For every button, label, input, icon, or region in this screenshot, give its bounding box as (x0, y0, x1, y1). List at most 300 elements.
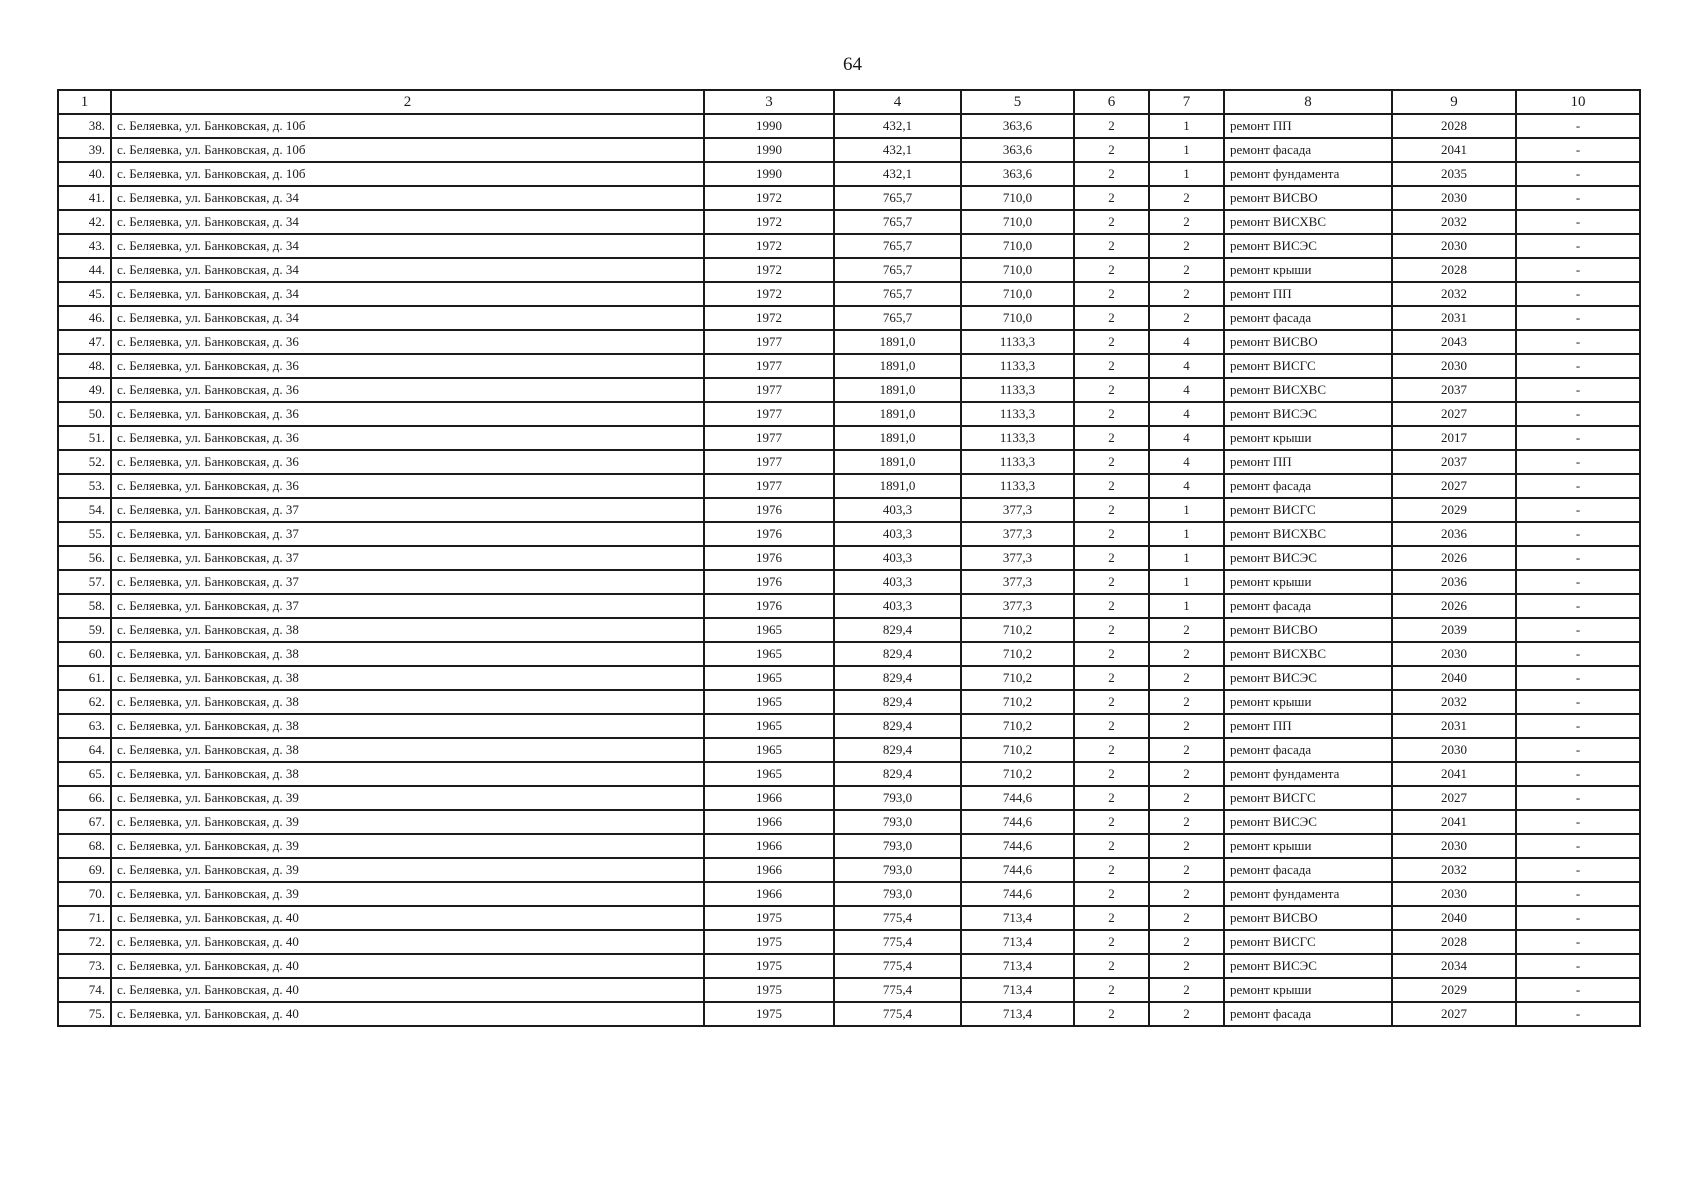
cell-construction-year: 1965 (704, 618, 834, 642)
cell-construction-year: 1977 (704, 354, 834, 378)
cell-address: с. Беляевка, ул. Банковская, д. 36 (111, 402, 704, 426)
cell-construction-year: 1977 (704, 330, 834, 354)
cell-floors: 2 (1074, 474, 1149, 498)
cell-planned-year: 2030 (1392, 354, 1516, 378)
cell-living-area: 744,6 (961, 882, 1074, 906)
cell-floors: 2 (1074, 762, 1149, 786)
cell-planned-year: 2030 (1392, 882, 1516, 906)
cell-floors: 2 (1074, 282, 1149, 306)
cell-construction-year: 1966 (704, 786, 834, 810)
cell-entrances: 2 (1149, 762, 1224, 786)
cell-entrances: 2 (1149, 714, 1224, 738)
cell-construction-year: 1977 (704, 450, 834, 474)
cell-living-area: 377,3 (961, 522, 1074, 546)
cell-row-number: 50. (58, 402, 111, 426)
cell-address: с. Беляевка, ул. Банковская, д. 40 (111, 954, 704, 978)
cell-work-type: ремонт ПП (1224, 450, 1392, 474)
cell-work-type: ремонт крыши (1224, 258, 1392, 282)
table-row (58, 330, 1640, 354)
cell-address: с. Беляевка, ул. Банковская, д. 34 (111, 258, 704, 282)
cell-address: с. Беляевка, ул. Банковская, д. 39 (111, 834, 704, 858)
cell-note: - (1516, 690, 1640, 714)
cell-total-area: 793,0 (834, 882, 961, 906)
cell-floors: 2 (1074, 354, 1149, 378)
cell-row-number: 48. (58, 354, 111, 378)
cell-planned-year: 2030 (1392, 642, 1516, 666)
cell-row-number: 62. (58, 690, 111, 714)
cell-living-area: 744,6 (961, 834, 1074, 858)
cell-entrances: 2 (1149, 882, 1224, 906)
cell-address: с. Беляевка, ул. Банковская, д. 38 (111, 666, 704, 690)
cell-entrances: 1 (1149, 594, 1224, 618)
cell-entrances: 2 (1149, 282, 1224, 306)
cell-construction-year: 1966 (704, 810, 834, 834)
cell-entrances: 1 (1149, 162, 1224, 186)
cell-construction-year: 1977 (704, 474, 834, 498)
cell-floors: 2 (1074, 402, 1149, 426)
cell-total-area: 432,1 (834, 114, 961, 138)
cell-entrances: 2 (1149, 978, 1224, 1002)
cell-address: с. Беляевка, ул. Банковская, д. 40 (111, 930, 704, 954)
cell-construction-year: 1972 (704, 234, 834, 258)
cell-entrances: 2 (1149, 930, 1224, 954)
cell-work-type: ремонт фундамента (1224, 762, 1392, 786)
table-row (58, 858, 1640, 882)
cell-address: с. Беляевка, ул. Банковская, д. 36 (111, 354, 704, 378)
cell-work-type: ремонт ВИСХВС (1224, 210, 1392, 234)
page-number: 64 (843, 54, 862, 75)
cell-living-area: 710,0 (961, 234, 1074, 258)
cell-note: - (1516, 138, 1640, 162)
cell-row-number: 47. (58, 330, 111, 354)
cell-total-area: 1891,0 (834, 474, 961, 498)
cell-construction-year: 1990 (704, 162, 834, 186)
cell-row-number: 59. (58, 618, 111, 642)
cell-construction-year: 1972 (704, 306, 834, 330)
cell-entrances: 2 (1149, 258, 1224, 282)
cell-note: - (1516, 306, 1640, 330)
cell-floors: 2 (1074, 210, 1149, 234)
cell-total-area: 775,4 (834, 1002, 961, 1026)
cell-living-area: 1133,3 (961, 330, 1074, 354)
cell-note: - (1516, 1002, 1640, 1026)
cell-address: с. Беляевка, ул. Банковская, д. 37 (111, 570, 704, 594)
cell-note: - (1516, 906, 1640, 930)
cell-living-area: 710,2 (961, 642, 1074, 666)
cell-planned-year: 2031 (1392, 306, 1516, 330)
cell-work-type: ремонт ПП (1224, 282, 1392, 306)
header-row (58, 90, 1640, 114)
table-row (58, 546, 1640, 570)
cell-entrances: 4 (1149, 402, 1224, 426)
cell-planned-year: 2035 (1392, 162, 1516, 186)
table-row (58, 306, 1640, 330)
table-row (58, 930, 1640, 954)
cell-work-type: ремонт ВИСВО (1224, 186, 1392, 210)
cell-address: с. Беляевка, ул. Банковская, д. 40 (111, 978, 704, 1002)
cell-address: с. Беляевка, ул. Банковская, д. 36 (111, 426, 704, 450)
cell-row-number: 65. (58, 762, 111, 786)
table-row (58, 378, 1640, 402)
cell-row-number: 64. (58, 738, 111, 762)
cell-floors: 2 (1074, 234, 1149, 258)
cell-address: с. Беляевка, ул. Банковская, д. 10б (111, 114, 704, 138)
cell-address: с. Беляевка, ул. Банковская, д. 39 (111, 882, 704, 906)
cell-row-number: 69. (58, 858, 111, 882)
cell-total-area: 403,3 (834, 594, 961, 618)
cell-entrances: 2 (1149, 618, 1224, 642)
table-row (58, 810, 1640, 834)
cell-floors: 2 (1074, 786, 1149, 810)
table-row (58, 834, 1640, 858)
cell-total-area: 1891,0 (834, 354, 961, 378)
cell-living-area: 710,2 (961, 618, 1074, 642)
cell-entrances: 1 (1149, 522, 1224, 546)
cell-living-area: 1133,3 (961, 378, 1074, 402)
cell-planned-year: 2040 (1392, 906, 1516, 930)
cell-entrances: 1 (1149, 138, 1224, 162)
cell-floors: 2 (1074, 162, 1149, 186)
cell-note: - (1516, 498, 1640, 522)
cell-total-area: 765,7 (834, 282, 961, 306)
column-header: 3 (704, 90, 834, 114)
cell-construction-year: 1990 (704, 138, 834, 162)
cell-planned-year: 2036 (1392, 522, 1516, 546)
cell-row-number: 45. (58, 282, 111, 306)
column-header: 9 (1392, 90, 1516, 114)
cell-work-type: ремонт фасада (1224, 1002, 1392, 1026)
cell-living-area: 377,3 (961, 570, 1074, 594)
cell-row-number: 55. (58, 522, 111, 546)
cell-floors: 2 (1074, 738, 1149, 762)
column-header: 8 (1224, 90, 1392, 114)
cell-address: с. Беляевка, ул. Банковская, д. 40 (111, 1002, 704, 1026)
column-header: 1 (58, 90, 111, 114)
cell-note: - (1516, 330, 1640, 354)
cell-construction-year: 1976 (704, 594, 834, 618)
cell-planned-year: 2032 (1392, 210, 1516, 234)
cell-row-number: 57. (58, 570, 111, 594)
cell-living-area: 744,6 (961, 786, 1074, 810)
cell-construction-year: 1965 (704, 714, 834, 738)
cell-address: с. Беляевка, ул. Банковская, д. 37 (111, 498, 704, 522)
cell-construction-year: 1976 (704, 522, 834, 546)
cell-construction-year: 1965 (704, 666, 834, 690)
cell-floors: 2 (1074, 978, 1149, 1002)
cell-address: с. Беляевка, ул. Банковская, д. 37 (111, 546, 704, 570)
cell-total-area: 432,1 (834, 162, 961, 186)
cell-entrances: 2 (1149, 954, 1224, 978)
cell-row-number: 41. (58, 186, 111, 210)
cell-note: - (1516, 162, 1640, 186)
cell-entrances: 2 (1149, 834, 1224, 858)
cell-row-number: 75. (58, 1002, 111, 1026)
cell-work-type: ремонт фундамента (1224, 162, 1392, 186)
cell-construction-year: 1975 (704, 1002, 834, 1026)
cell-row-number: 52. (58, 450, 111, 474)
cell-floors: 2 (1074, 618, 1149, 642)
cell-note: - (1516, 762, 1640, 786)
cell-address: с. Беляевка, ул. Банковская, д. 38 (111, 618, 704, 642)
cell-planned-year: 2027 (1392, 786, 1516, 810)
cell-entrances: 2 (1149, 666, 1224, 690)
cell-total-area: 829,4 (834, 762, 961, 786)
cell-work-type: ремонт фасада (1224, 306, 1392, 330)
table-row (58, 258, 1640, 282)
table-row (58, 138, 1640, 162)
cell-entrances: 1 (1149, 570, 1224, 594)
cell-total-area: 793,0 (834, 858, 961, 882)
cell-work-type: ремонт ВИСЭС (1224, 546, 1392, 570)
cell-note: - (1516, 258, 1640, 282)
cell-living-area: 713,4 (961, 954, 1074, 978)
cell-total-area: 775,4 (834, 930, 961, 954)
cell-note: - (1516, 114, 1640, 138)
cell-entrances: 2 (1149, 186, 1224, 210)
cell-work-type: ремонт крыши (1224, 978, 1392, 1002)
table-body (58, 114, 1640, 1026)
cell-entrances: 2 (1149, 858, 1224, 882)
cell-floors: 2 (1074, 594, 1149, 618)
cell-note: - (1516, 714, 1640, 738)
table-row (58, 210, 1640, 234)
cell-planned-year: 2041 (1392, 138, 1516, 162)
cell-address: с. Беляевка, ул. Банковская, д. 40 (111, 906, 704, 930)
cell-work-type: ремонт ВИСХВС (1224, 522, 1392, 546)
cell-row-number: 51. (58, 426, 111, 450)
cell-living-area: 710,0 (961, 186, 1074, 210)
cell-construction-year: 1977 (704, 402, 834, 426)
column-header: 4 (834, 90, 961, 114)
cell-construction-year: 1977 (704, 426, 834, 450)
cell-address: с. Беляевка, ул. Банковская, д. 36 (111, 378, 704, 402)
cell-planned-year: 2036 (1392, 570, 1516, 594)
cell-note: - (1516, 402, 1640, 426)
cell-work-type: ремонт ВИСХВС (1224, 642, 1392, 666)
cell-planned-year: 2030 (1392, 186, 1516, 210)
cell-construction-year: 1972 (704, 258, 834, 282)
cell-address: с. Беляевка, ул. Банковская, д. 38 (111, 690, 704, 714)
cell-note: - (1516, 882, 1640, 906)
table-row (58, 354, 1640, 378)
cell-construction-year: 1975 (704, 906, 834, 930)
cell-floors: 2 (1074, 258, 1149, 282)
cell-floors: 2 (1074, 114, 1149, 138)
table-row (58, 450, 1640, 474)
cell-living-area: 744,6 (961, 858, 1074, 882)
cell-living-area: 710,2 (961, 690, 1074, 714)
cell-row-number: 53. (58, 474, 111, 498)
cell-floors: 2 (1074, 378, 1149, 402)
table-row (58, 186, 1640, 210)
cell-living-area: 377,3 (961, 546, 1074, 570)
cell-entrances: 2 (1149, 306, 1224, 330)
cell-total-area: 793,0 (834, 834, 961, 858)
cell-planned-year: 2030 (1392, 738, 1516, 762)
cell-floors: 2 (1074, 546, 1149, 570)
cell-work-type: ремонт крыши (1224, 834, 1392, 858)
cell-living-area: 744,6 (961, 810, 1074, 834)
column-header: 5 (961, 90, 1074, 114)
cell-planned-year: 2027 (1392, 402, 1516, 426)
cell-address: с. Беляевка, ул. Банковская, д. 39 (111, 858, 704, 882)
cell-construction-year: 1990 (704, 114, 834, 138)
cell-living-area: 710,2 (961, 666, 1074, 690)
cell-floors: 2 (1074, 930, 1149, 954)
cell-planned-year: 2029 (1392, 978, 1516, 1002)
cell-total-area: 829,4 (834, 666, 961, 690)
cell-floors: 2 (1074, 834, 1149, 858)
cell-note: - (1516, 618, 1640, 642)
cell-living-area: 1133,3 (961, 426, 1074, 450)
cell-row-number: 46. (58, 306, 111, 330)
table-row (58, 402, 1640, 426)
cell-address: с. Беляевка, ул. Банковская, д. 39 (111, 810, 704, 834)
cell-planned-year: 2026 (1392, 594, 1516, 618)
cell-work-type: ремонт ПП (1224, 714, 1392, 738)
cell-address: с. Беляевка, ул. Банковская, д. 34 (111, 186, 704, 210)
cell-construction-year: 1965 (704, 738, 834, 762)
cell-living-area: 363,6 (961, 138, 1074, 162)
cell-work-type: ремонт ВИСГС (1224, 498, 1392, 522)
cell-note: - (1516, 786, 1640, 810)
cell-floors: 2 (1074, 714, 1149, 738)
table-row (58, 498, 1640, 522)
cell-planned-year: 2032 (1392, 858, 1516, 882)
cell-construction-year: 1975 (704, 978, 834, 1002)
cell-floors: 2 (1074, 306, 1149, 330)
cell-floors: 2 (1074, 138, 1149, 162)
cell-note: - (1516, 234, 1640, 258)
table-row (58, 882, 1640, 906)
cell-total-area: 1891,0 (834, 426, 961, 450)
cell-entrances: 2 (1149, 786, 1224, 810)
cell-construction-year: 1975 (704, 930, 834, 954)
cell-living-area: 363,6 (961, 114, 1074, 138)
cell-work-type: ремонт ВИСХВС (1224, 378, 1392, 402)
cell-entrances: 4 (1149, 378, 1224, 402)
cell-living-area: 1133,3 (961, 354, 1074, 378)
cell-total-area: 403,3 (834, 522, 961, 546)
cell-work-type: ремонт ВИСЭС (1224, 402, 1392, 426)
cell-floors: 2 (1074, 906, 1149, 930)
cell-total-area: 432,1 (834, 138, 961, 162)
cell-entrances: 2 (1149, 1002, 1224, 1026)
cell-entrances: 2 (1149, 690, 1224, 714)
cell-living-area: 377,3 (961, 498, 1074, 522)
cell-row-number: 58. (58, 594, 111, 618)
table-row (58, 570, 1640, 594)
cell-floors: 2 (1074, 690, 1149, 714)
cell-construction-year: 1976 (704, 570, 834, 594)
cell-floors: 2 (1074, 570, 1149, 594)
cell-work-type: ремонт крыши (1224, 426, 1392, 450)
cell-living-area: 1133,3 (961, 474, 1074, 498)
cell-living-area: 377,3 (961, 594, 1074, 618)
cell-row-number: 56. (58, 546, 111, 570)
cell-address: с. Беляевка, ул. Банковская, д. 38 (111, 642, 704, 666)
cell-note: - (1516, 738, 1640, 762)
cell-living-area: 710,0 (961, 306, 1074, 330)
cell-row-number: 44. (58, 258, 111, 282)
cell-total-area: 765,7 (834, 306, 961, 330)
cell-address: с. Беляевка, ул. Банковская, д. 39 (111, 786, 704, 810)
cell-planned-year: 2034 (1392, 954, 1516, 978)
cell-living-area: 710,0 (961, 258, 1074, 282)
cell-work-type: ремонт фасада (1224, 594, 1392, 618)
cell-floors: 2 (1074, 882, 1149, 906)
cell-work-type: ремонт фасада (1224, 738, 1392, 762)
cell-note: - (1516, 426, 1640, 450)
cell-planned-year: 2030 (1392, 234, 1516, 258)
cell-total-area: 403,3 (834, 570, 961, 594)
cell-work-type: ремонт ВИСГС (1224, 354, 1392, 378)
cell-address: с. Беляевка, ул. Банковская, д. 38 (111, 738, 704, 762)
cell-work-type: ремонт фасада (1224, 138, 1392, 162)
cell-construction-year: 1965 (704, 642, 834, 666)
cell-work-type: ремонт ВИСЭС (1224, 810, 1392, 834)
cell-address: с. Беляевка, ул. Банковская, д. 37 (111, 594, 704, 618)
cell-total-area: 829,4 (834, 714, 961, 738)
cell-entrances: 4 (1149, 450, 1224, 474)
cell-planned-year: 2028 (1392, 930, 1516, 954)
cell-total-area: 403,3 (834, 498, 961, 522)
cell-living-area: 1133,3 (961, 450, 1074, 474)
cell-living-area: 713,4 (961, 978, 1074, 1002)
cell-note: - (1516, 834, 1640, 858)
cell-address: с. Беляевка, ул. Банковская, д. 36 (111, 330, 704, 354)
cell-work-type: ремонт ВИСГС (1224, 786, 1392, 810)
cell-entrances: 4 (1149, 354, 1224, 378)
table-row (58, 618, 1640, 642)
table-row (58, 474, 1640, 498)
table-row (58, 738, 1640, 762)
cell-address: с. Беляевка, ул. Банковская, д. 37 (111, 522, 704, 546)
cell-planned-year: 2040 (1392, 666, 1516, 690)
column-header: 7 (1149, 90, 1224, 114)
cell-total-area: 1891,0 (834, 330, 961, 354)
cell-address: с. Беляевка, ул. Банковская, д. 34 (111, 234, 704, 258)
table-row (58, 762, 1640, 786)
cell-row-number: 39. (58, 138, 111, 162)
cell-floors: 2 (1074, 330, 1149, 354)
cell-planned-year: 2037 (1392, 378, 1516, 402)
cell-work-type: ремонт ВИСЭС (1224, 954, 1392, 978)
cell-planned-year: 2026 (1392, 546, 1516, 570)
cell-living-area: 710,2 (961, 738, 1074, 762)
cell-row-number: 43. (58, 234, 111, 258)
cell-address: с. Беляевка, ул. Банковская, д. 10б (111, 162, 704, 186)
cell-address: с. Беляевка, ул. Банковская, д. 34 (111, 210, 704, 234)
cell-construction-year: 1972 (704, 210, 834, 234)
cell-note: - (1516, 930, 1640, 954)
cell-construction-year: 1965 (704, 690, 834, 714)
column-header: 10 (1516, 90, 1640, 114)
cell-living-area: 710,2 (961, 714, 1074, 738)
cell-planned-year: 2029 (1392, 498, 1516, 522)
cell-row-number: 42. (58, 210, 111, 234)
cell-row-number: 54. (58, 498, 111, 522)
cell-floors: 2 (1074, 426, 1149, 450)
cell-living-area: 713,4 (961, 930, 1074, 954)
column-header: 6 (1074, 90, 1149, 114)
cell-total-area: 775,4 (834, 978, 961, 1002)
cell-row-number: 73. (58, 954, 111, 978)
cell-note: - (1516, 354, 1640, 378)
cell-note: - (1516, 546, 1640, 570)
cell-work-type: ремонт ПП (1224, 114, 1392, 138)
cell-living-area: 713,4 (961, 906, 1074, 930)
